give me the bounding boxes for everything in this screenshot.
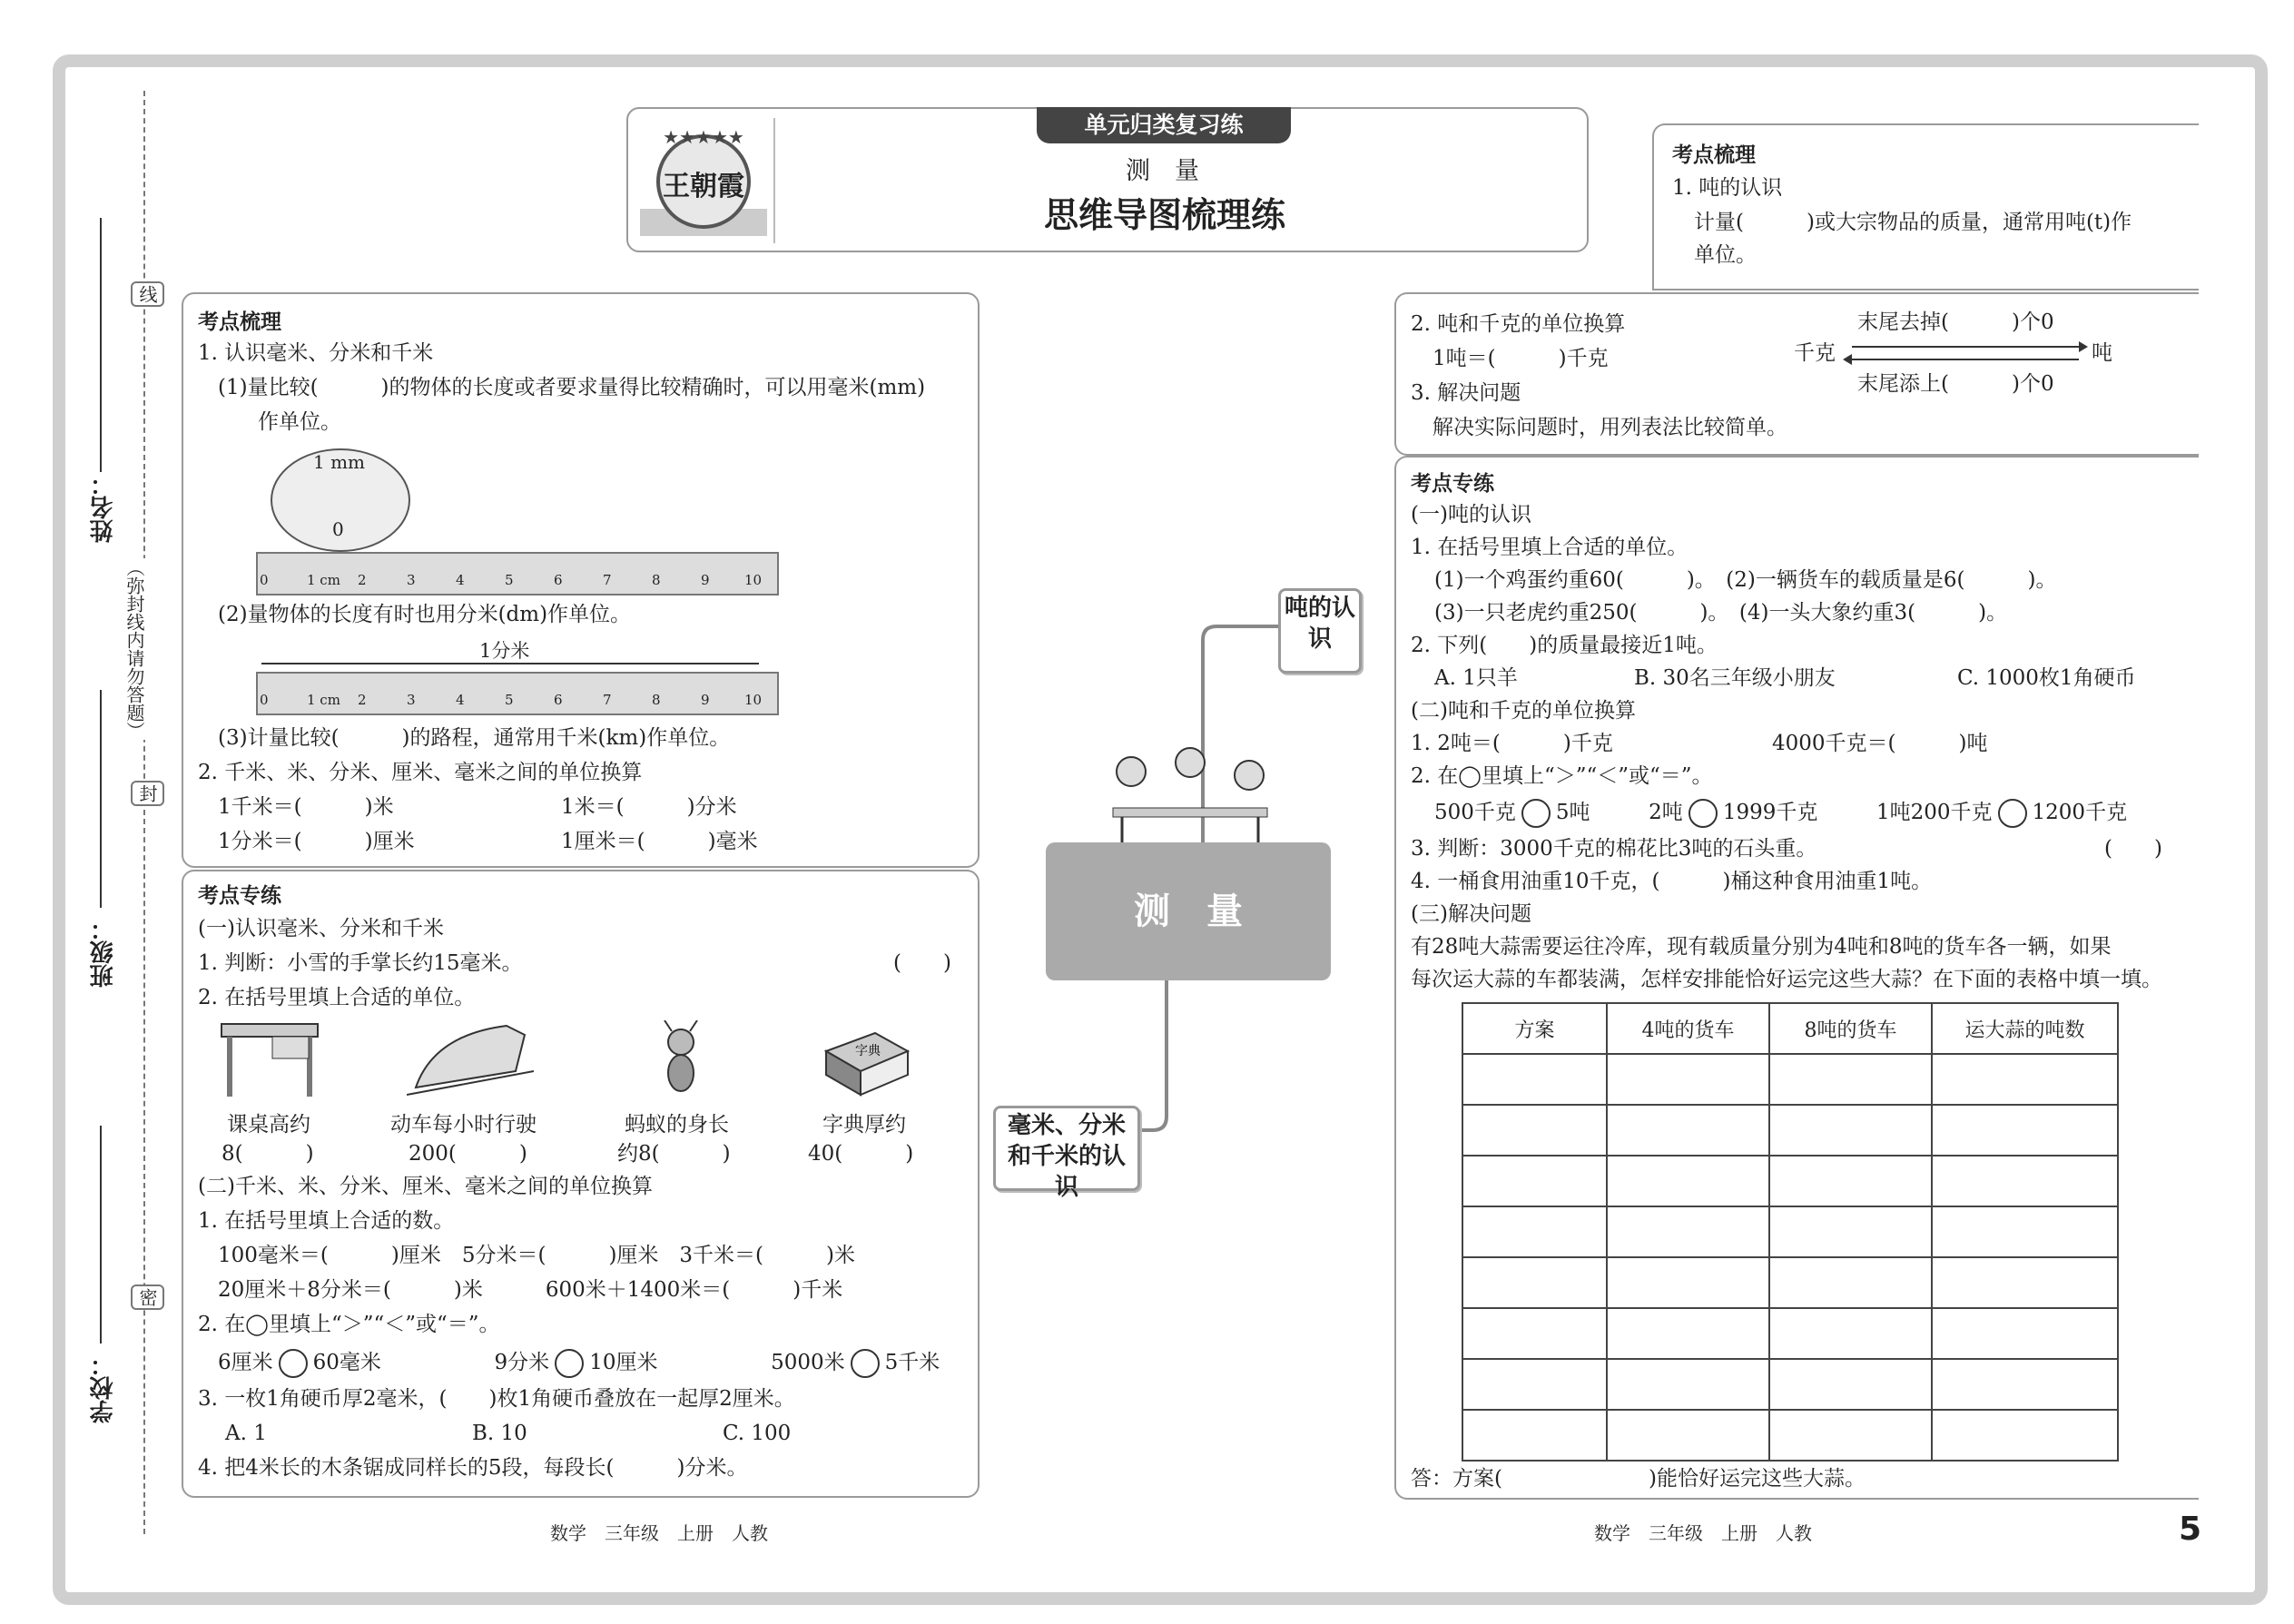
question: 1. 2吨＝( )千克 xyxy=(1411,732,1613,755)
picture-caption: 课桌高约 xyxy=(227,1113,310,1137)
name-line xyxy=(100,218,102,472)
left-review-line: 1千米＝( )米 xyxy=(218,795,394,819)
right-review-heading: 考点梳理 xyxy=(1672,143,1756,167)
compare-left: 2吨 xyxy=(1649,801,1683,824)
table-header: 8吨的货车 xyxy=(1769,1003,1932,1054)
dictionary-picture xyxy=(821,1024,911,1097)
tick: 7 xyxy=(603,692,612,708)
question: 4000千克＝( )吨 xyxy=(1772,732,1988,755)
compare-circle[interactable] xyxy=(555,1349,584,1378)
tick: 8 xyxy=(652,572,661,588)
mindmap-node-ton: 吨的认识 xyxy=(1278,588,1362,674)
tick: 1 cm xyxy=(307,692,340,708)
tick: 4 xyxy=(456,692,465,708)
compare-left: 500千克 xyxy=(1434,801,1516,824)
section-title: (二)吨和千克的单位换算 xyxy=(1411,699,1636,723)
tick: 3 xyxy=(407,572,416,588)
tick: 2 xyxy=(358,572,367,588)
page-number: 5 xyxy=(2179,1511,2202,1548)
table-row[interactable] xyxy=(1462,1206,2118,1257)
svg-text:★★★★★: ★★★★★ xyxy=(663,126,744,148)
question: 3. 判断：3000千克的棉花比3吨的石头重。 xyxy=(1411,837,1817,861)
choice: B. 10 xyxy=(472,1422,527,1445)
left-review-line: 1. 认识毫米、分米和千米 xyxy=(198,341,434,365)
compare-right: 5吨 xyxy=(1555,801,1590,824)
picture-answer[interactable]: 约8( ) xyxy=(617,1142,731,1166)
table-header: 运大蒜的吨数 xyxy=(1932,1003,2118,1054)
mm-label: 1 mm xyxy=(313,451,366,473)
tick: 10 xyxy=(744,692,763,708)
cut-mark-2: 封 xyxy=(131,781,164,806)
compare-right: 10厘米 xyxy=(589,1351,658,1374)
school-line xyxy=(100,1126,102,1343)
right-review-line: 3. 解决问题 xyxy=(1411,381,1521,405)
answer-bracket[interactable]: ( ) xyxy=(893,951,951,975)
ant-picture xyxy=(654,1020,708,1098)
tick: 6 xyxy=(554,572,563,588)
right-review-line: 1吨＝( )千克 xyxy=(1433,347,1609,370)
question: (3)一只老虎约重250( )。 (4)一头大象约重3( )。 xyxy=(1434,601,2008,625)
choice: A. 1只羊 xyxy=(1434,666,1518,690)
left-practice-heading: 考点专练 xyxy=(198,884,281,908)
cut-mark-3: 密 xyxy=(131,1284,164,1310)
left-review-line: (3)计量比较( )的路程，通常用千米(km)作单位。 xyxy=(218,726,731,750)
right-review-line: 2. 吨和千克的单位换算 xyxy=(1411,312,1626,336)
question: 20厘米＋8分米＝( )米 600米＋1400米＝( )千米 xyxy=(218,1278,843,1302)
right-review-line: 解决实际问题时，用列表法比较简单。 xyxy=(1433,416,1787,439)
compare-row xyxy=(1434,797,2127,828)
section-title: (一)吨的认识 xyxy=(1411,503,1531,527)
compare-left: 9分米 xyxy=(494,1351,550,1374)
answer-line: 答：方案( )能恰好运完这些大蒜。 xyxy=(1411,1467,1866,1491)
question: 2. 在括号里填上合适的单位。 xyxy=(198,986,476,1009)
tick: 10 xyxy=(744,572,763,588)
footer-right: 数学 三年级 上册 人教 xyxy=(1594,1522,1812,1544)
name-label: 姓名： xyxy=(90,472,117,543)
left-review-line: 2. 千米、米、分米、厘米、毫米之间的单位换算 xyxy=(198,761,643,784)
choice: A. 1 xyxy=(225,1422,267,1445)
school-label: 学校： xyxy=(90,1353,117,1423)
left-review-line: (1)量比较( )的物体的长度或者要求量得比较精确时，可以用毫米(mm) xyxy=(218,376,926,399)
plan-table xyxy=(1462,1002,2119,1462)
conversion-arrows xyxy=(1843,338,2088,370)
picture-answer[interactable]: 40( ) xyxy=(808,1142,914,1166)
question: 100毫米＝( )厘米 5分米＝( )厘米 3千米＝( )米 xyxy=(218,1244,856,1267)
choice: B. 30名三年级小朋友 xyxy=(1634,666,1836,690)
question: 4. 一桶食用油重10千克，( )桶这种食用油重1吨。 xyxy=(1411,870,1933,893)
logo xyxy=(635,118,775,243)
tick: 1 cm xyxy=(307,572,340,588)
mindmap-center: 测 量 xyxy=(1046,842,1331,980)
picture-answer[interactable]: 8( ) xyxy=(222,1142,314,1166)
choice: C. 100 xyxy=(723,1422,792,1445)
table-row[interactable] xyxy=(1462,1359,2118,1410)
tick: 7 xyxy=(603,572,612,588)
left-review-heading: 考点梳理 xyxy=(198,310,281,334)
tick: 4 xyxy=(456,572,465,588)
section-title: (三)解决问题 xyxy=(1411,902,1531,926)
picture-caption: 字典厚约 xyxy=(822,1113,906,1137)
question: 2. 下列( )的质量最接近1吨。 xyxy=(1411,634,1718,657)
class-label: 班级： xyxy=(90,917,117,988)
picture-caption: 蚂蚁的身长 xyxy=(625,1113,729,1137)
right-review-line: 1. 吨的认识 xyxy=(1672,176,1783,200)
tick: 2 xyxy=(358,692,367,708)
table-row[interactable] xyxy=(1462,1257,2118,1308)
left-review-line: 作单位。 xyxy=(258,410,341,434)
arrow-bottom-label: 末尾添上( )个0 xyxy=(1857,372,2054,396)
dictionary-label: 字典 xyxy=(855,1044,881,1058)
question: 4. 把4米长的木条锯成同样长的5段，每段长( )分米。 xyxy=(198,1456,748,1480)
compare-circle[interactable] xyxy=(1998,799,2027,828)
tick: 0 xyxy=(260,572,269,588)
dm-label: 1分米 xyxy=(479,640,530,662)
table-row[interactable] xyxy=(1462,1410,2118,1461)
problem-text: 每次运大蒜的车都装满，怎样安排能恰好运完这些大蒜？在下面的表格中填一填。 xyxy=(1411,968,2162,991)
cut-mark-1: 线 xyxy=(131,281,164,307)
arrow-right-label: 吨 xyxy=(2092,341,2112,365)
question: 1. 判断：小雪的手掌长约15毫米。 xyxy=(198,951,523,975)
desk-picture xyxy=(218,1019,321,1100)
mindmap-node-mm: 毫米、分米和千米的认识 xyxy=(993,1106,1140,1191)
picture-caption: 动车每小时行驶 xyxy=(390,1113,537,1137)
tick: 5 xyxy=(505,572,514,588)
footer-left: 数学 三年级 上册 人教 xyxy=(550,1522,768,1544)
compare-left: 6厘米 xyxy=(218,1351,273,1374)
left-review-line: 1厘米＝( )毫米 xyxy=(561,830,758,853)
table-header-row xyxy=(1462,1003,2118,1054)
left-review-line: 1分米＝( )厘米 xyxy=(218,830,415,853)
table-header: 4吨的货车 xyxy=(1607,1003,1769,1054)
train-picture xyxy=(407,1017,534,1100)
right-review-line: 单位。 xyxy=(1694,243,1757,267)
arrow-left-label: 千克 xyxy=(1794,341,1836,365)
section-title: (二)千米、米、分米、厘米、毫米之间的单位换算 xyxy=(198,1175,653,1198)
left-review-line: (2)量物体的长度有时也用分米(dm)作单位。 xyxy=(218,603,632,626)
class-line xyxy=(100,690,102,908)
header-subtitle: 测 量 xyxy=(1126,157,1199,185)
choice: C. 1000枚1角硬币 xyxy=(1957,666,2136,690)
right-review-line: 计量( )或大宗物品的质量，通常用吨(t)作 xyxy=(1694,211,2132,234)
binding-note: （弥封线内请勿答题） xyxy=(122,558,148,740)
tick: 0 xyxy=(260,692,269,708)
table-row[interactable] xyxy=(1462,1308,2118,1359)
tick: 3 xyxy=(407,692,416,708)
table-header: 方案 xyxy=(1462,1003,1607,1054)
compare-right: 5千米 xyxy=(884,1351,940,1374)
question: 1. 在括号里填上合适的单位。 xyxy=(1411,536,1689,559)
picture-answer[interactable]: 200( ) xyxy=(409,1142,527,1166)
question: 1. 在括号里填上合适的数。 xyxy=(198,1209,455,1233)
compare-circle[interactable] xyxy=(1521,799,1551,828)
page-title: 思维导图梳理练 xyxy=(1044,195,1286,235)
question: 3. 一枚1角硬币厚2毫米，( )枚1角硬币叠放在一起厚2厘米。 xyxy=(198,1387,795,1411)
children-illustration xyxy=(1086,744,1295,853)
compare-circle[interactable] xyxy=(1689,799,1718,828)
left-review-line: 1米＝( )分米 xyxy=(561,795,737,819)
compare-circle[interactable] xyxy=(851,1349,880,1378)
dm-bracket xyxy=(261,663,759,664)
tick: 9 xyxy=(701,692,710,708)
logo-text: 王朝霞 xyxy=(663,171,744,202)
compare-circle[interactable] xyxy=(279,1349,308,1378)
question: (1)一个鸡蛋约重60( )。 (2)一辆货车的载质量是6( )。 xyxy=(1434,568,2057,592)
table-row[interactable] xyxy=(1462,1156,2118,1206)
tick: 9 xyxy=(701,572,710,588)
compare-right: 1999千克 xyxy=(1722,801,1818,824)
arrow-top-label: 末尾去掉( )个0 xyxy=(1857,310,2054,334)
compare-left: 5000米 xyxy=(771,1351,845,1374)
question: 2. 在◯里填上“＞”“＜”或“＝”。 xyxy=(1411,764,1713,788)
compare-left: 1吨200千克 xyxy=(1876,801,1993,824)
compare-right: 1200千克 xyxy=(2032,801,2128,824)
tick: 5 xyxy=(505,692,514,708)
tick: 8 xyxy=(652,692,661,708)
tick: 6 xyxy=(554,692,563,708)
compare-row xyxy=(218,1347,940,1378)
question: 2. 在◯里填上“＞”“＜”或“＝”。 xyxy=(198,1313,500,1336)
table-row[interactable] xyxy=(1462,1105,2118,1156)
compare-right: 60毫米 xyxy=(312,1351,381,1374)
problem-text: 有28吨大蒜需要运往冷库，现有载质量分别为4吨和8吨的货车各一辆，如果 xyxy=(1411,935,2112,959)
binding-line xyxy=(143,91,145,1534)
zero-label: 0 xyxy=(332,518,344,540)
table-row[interactable] xyxy=(1462,1054,2118,1105)
right-practice-heading: 考点专练 xyxy=(1411,472,1494,496)
section-title: (一)认识毫米、分米和千米 xyxy=(198,917,444,940)
answer-bracket[interactable]: ( ) xyxy=(2104,837,2162,861)
header-banner: 单元归类复习练 xyxy=(1037,107,1291,143)
